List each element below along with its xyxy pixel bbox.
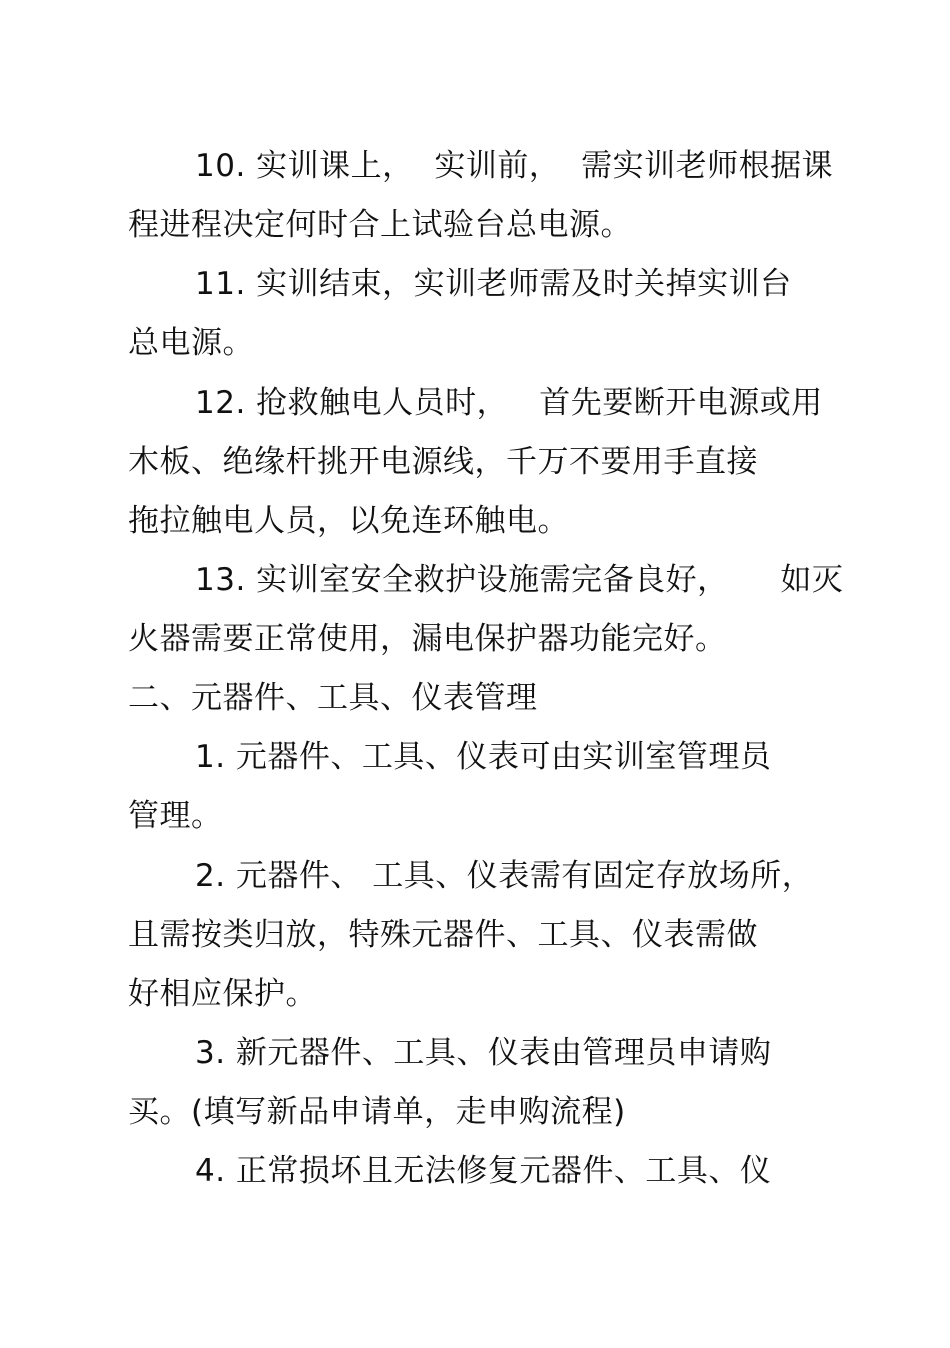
item-3-line-1: 3. 新元器件、工具、仪表由管理员申请购 [195, 1035, 772, 1071]
item-11-line-2: 总电源。 [128, 325, 254, 361]
item-2-line-1: 2. 元器件、 工具、仪表需有固定存放场所， [195, 858, 814, 894]
item-3-line-2: 买。(填写新品申请单，走申购流程) [128, 1094, 626, 1130]
item-2-line-3: 好相应保护。 [128, 976, 317, 1012]
section-heading: 二、元器件、工具、仪表管理 [128, 680, 538, 716]
item-13-line-2: 火器需要正常使用，漏电保护器功能完好。 [128, 621, 727, 657]
item-2-line-2: 且需按类归放，特殊元器件、工具、仪表需做 [128, 917, 758, 953]
item-10-line-2: 程进程决定何时合上试验台总电源。 [128, 207, 632, 243]
item-1-line-2: 管理。 [128, 798, 223, 834]
item-4-line-1: 4. 正常损坏且无法修复元器件、工具、仪 [195, 1153, 772, 1189]
item-13-line-1: 13. 实训室安全救护设施需完备良好， 如灭 [195, 562, 844, 598]
item-1-line-1: 1. 元器件、工具、仪表可由实训室管理员 [195, 739, 772, 775]
item-10-line-1: 10. 实训课上， 实训前， 需实训老师根据课 [195, 148, 834, 184]
item-12-line-3: 拖拉触电人员，以免连环触电。 [128, 503, 569, 539]
item-11-line-1: 11. 实训结束，实训老师需及时关掉实训台 [195, 266, 792, 302]
item-12-line-2: 木板、绝缘杆挑开电源线，千万不要用手直接 [128, 444, 758, 480]
item-12-line-1: 12. 抢救触电人员时， 首先要断开电源或用 [195, 385, 823, 421]
